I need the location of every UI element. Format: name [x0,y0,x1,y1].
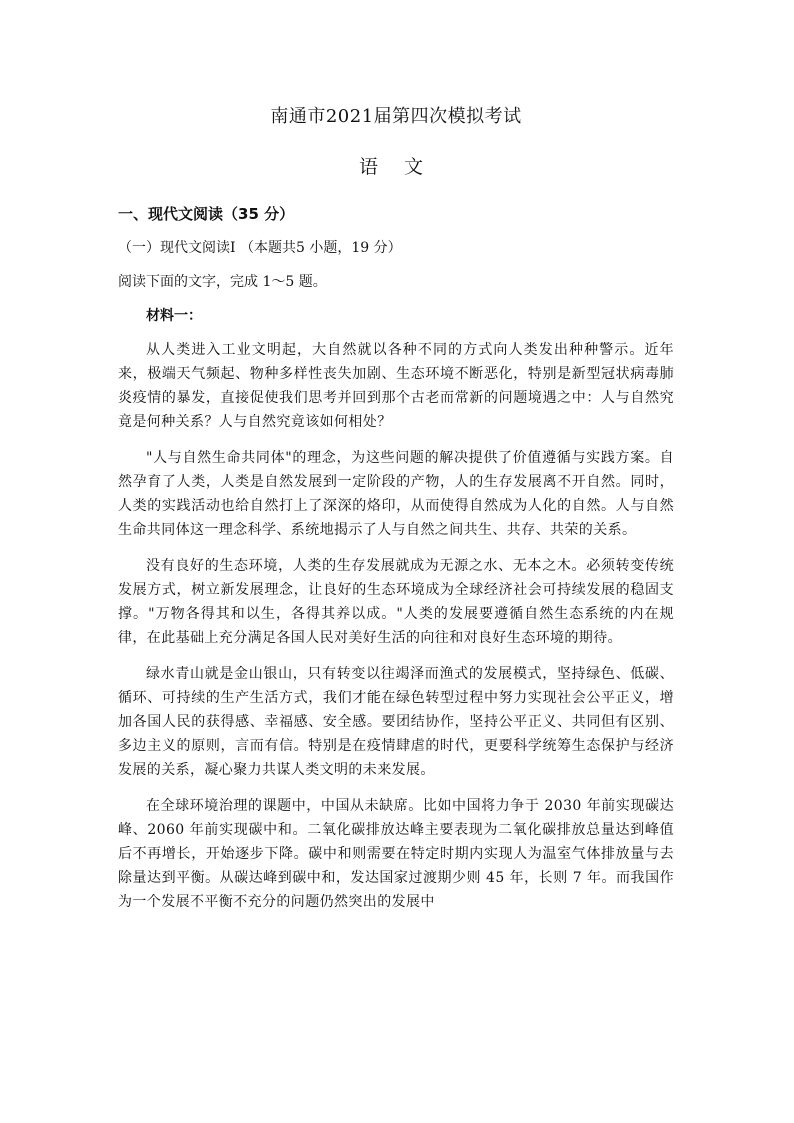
subject-title: 语 文 [358,156,434,178]
reading-instruction: 阅读下面的文字，完成 1～5 题。 [118,274,327,290]
material-label: 材料一： [146,308,202,324]
paragraph-1: 从人类进入工业文明起，大自然就以各种不同的方式向人类发出种种警示。近年来，极端天气频起、物种多样性丧失加剧、生态环境不断恶化，特别是新型冠状病毒肺炎疫情的暴发，直接促使我们思考并回到那个古老而常新的问题境遇之中：人与自然究竟是何种关系？人与自然究竟该如何相处？ [118,342,674,430]
paragraph-5: 在全球环境治理的课题中，中国从未缺席。比如中国将力争于 2030 年前实现碳达峰、2060 年前实现碳中和。二氧化碳排放达峰主要表现为二氧化碳排放总量达到峰值后不再增长，开始逐步下降。碳中和则需要在特定时期内实现人为温室气体排放量与去除量达到平衡。从碳达峰到碳中和，发达国家过渡期少则 45 年，长则 7 年。而我国作为一个发展不平衡不充分的问题仍然突出的发展中 [118,798,674,910]
paragraph-3: 没有良好的生态环境，人类的生存发展就成为无源之水、无本之木。必须转变传统发展方式，树立新发展理念，让良好的生态环境成为全球经济社会可持续发展的稳固支撑。"万物各得其和以生，各得其养以成。"人类的发展要遵循自然生态系统的内在规律，在此基础上充分满足各国人民对美好生活的向往和对良好生态环境的期待。 [118,558,674,646]
subsection-heading: （一）现代文阅读Ⅰ （本题共5 小题，19 分） [118,240,402,256]
paragraph-2: "人与自然生命共同体"的理念，为这些问题的解决提供了价值遵循与实践方案。自然孕育了人类，人类是自然发展到一定阶段的产物，人的生存发展离不开自然。同时，人类的实践活动也给自然打上了深深的烙印，从而使得自然成为人化的自然。人与自然生命共同体这一理念科学、系统地揭示了人与自然之间共生、共存、共荣的关系。 [118,450,674,538]
section-heading: 一、现代文阅读（35 分） [118,205,295,223]
paragraph-4: 绿水青山就是金山银山，只有转变以往竭泽而渔式的发展模式，坚持绿色、低碳、循环、可持续的生产生活方式，我们才能在绿色转型过程中努力实现社会公平正义，增加各国人民的获得感、幸福感、安全感。要团结协作，坚持公平正义、共同但有区别、多边主义的原则，言而有信。特别是在疫情肆虐的时代，更要科学统筹生态保护与经济发展的关系，凝心聚力共谋人类文明的未来发展。 [118,666,674,778]
document-title: 南通市2021届第四次模拟考试 [270,106,522,127]
